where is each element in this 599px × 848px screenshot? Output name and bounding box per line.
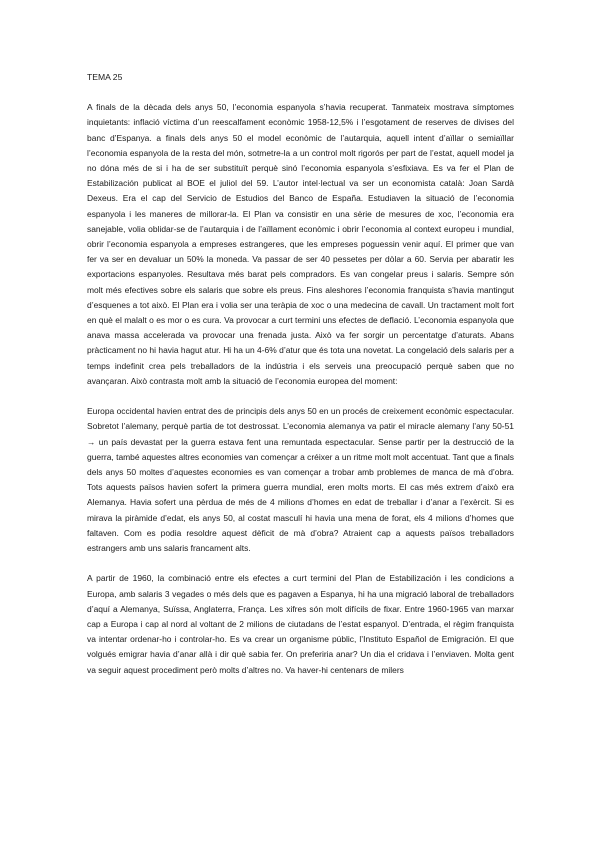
document-title: TEMA 25 — [87, 72, 123, 82]
paragraph-plan-estabilizacion: A finals de la dècada dels anys 50, l’economia espanyola s’havia recuperat. Tanmateix mostrava símptomes inquietants: inflació víctima d’un reescalfament econòmic 1958-12,5% i l’esgotament de reserves de divises del banc d’Espanya. a finals dels anys 50 el model econòmic de l’autarquia, aquell intent d’aïllar o semiaïllar l’economia espanyola de la resta del món, sotmetre-la a un control molt rigorós per part de l’estat, aquell model ja no dóna més de si i ha de ser substituït perquè sinó l’economia espanyola s’esfixiava. Es va fer el Plan de Estabilización publicat al BOE el juliol del 59. L’autor intel·lectual va ser un economista català: Joan Sardà Dexeus. Era el cap del Servicio de Estudios del Banco de España. Estudiaven la situació de l’economia espanyola i les maneres de millorar-la. El Plan va consistir en una sèrie de mesures de xoc, l’economia era sanejable, volia oblidar-se de l’autarquia i de l’aïllament econòmic i obrir l’economia al context europeu i mundial, obrir l’economia espanyola a empreses estrangeres, que les empreses poguessin venir aquí. El primer que van fer va ser en devaluar un 50% la moneda. Va passar de ser 40 pessetes per dòlar a 60. Servia per abaratir les exportacions espanyoles. Resultava més barat pels compradors. Es van congelar preus i salaris. Sempre són molt més efectives sobre els salaris que sobre els preus. Fins aleshores l’economia franquista s’havia mantingut d’esquenes a tot això. El Plan era i volia ser una teràpia de xoc o una medecina de cavall. Un tractament molt fort en què el malalt o es mor o es cura. Va provocar a curt termini uns efectes de deflació. L’economia espanyola que anava massa accelerada va provocar una frenada justa. Això va fer sorgir un percentatge d’aturats. Abans pràcticament no hi havia hagut atur. Hi ha un 4-6% d’atur que és tota una novetat. La congelació dels salaris per a temps indefinit crea pels treballadors de la indústria i els serveis una preocupació perquè saben que no avançaran. Això contrasta molt amb la situació de l’economia europea del moment: — [87, 102, 514, 386]
paragraph-europa-occidental: Europa occidental havien entrat des de principis dels anys 50 en un procés de creixement econòmic espectacular. Sobretot l’alemany, perquè partia de tot destrossat. L’economia alemanya va patir el miracle alemany l’any 50-51 → un país devastat per la guerra estava fent una remuntada espectacular. Sense partir per la destrucció de la guerra, també aquestes altres economies van començar a créixer a un ritme molt molt accentuat. Tant que a finals dels anys 50 moltes d’aquestes economies es van començar a trobar amb problemes de manca de mà d’obra. Tots aquests països havien sofert la primera guerra mundial, eren molts morts. El cas més extrem d’això era Alemanya. Havia sofert una pèrdua de més de 4 milions d’homes en edat de treballar i d’anar a l’exèrcit. Si es mirava la piràmide d’edat, els anys 50, al costat masculí hi havia una mena de forat, els 4 milions d’homes que faltaven. Com es podia resoldre aquest dèficit de mà d’obra? Atraient cap a aquests països treballadors estrangers amb uns salaris francament alts. — [87, 406, 514, 554]
document-body — [87, 70, 514, 678]
paragraph-migracio-laboral: A partir de 1960, la combinació entre els efectes a curt termini del Plan de Estabilización i les condicions a Europa, amb salaris 3 vegades o més dels que es pagaven a Espanya, hi ha una migració laboral de treballadors d’aquí a Alemanya, Suïssa, Anglaterra, França. Les xifres són molt difícils de fixar. Entre 1960-1965 van marxar cap a Europa i cap al nord al voltant de 2 milions de ciutadans de l’estat espanyol. D’entrada, el règim franquista va intentar ordenar-ho i controlar-ho. Es va crear un organisme públic, l’Instituto Español de Emigración. El que volgués emigrar havia d’anar allà i dir què sabia fer. On preferiria anar? Un dia el cridava i l’enviaven. Molta gent va seguir aquest procediment però molts d’altres no. Va haver-hi centenars de milers — [87, 573, 514, 675]
